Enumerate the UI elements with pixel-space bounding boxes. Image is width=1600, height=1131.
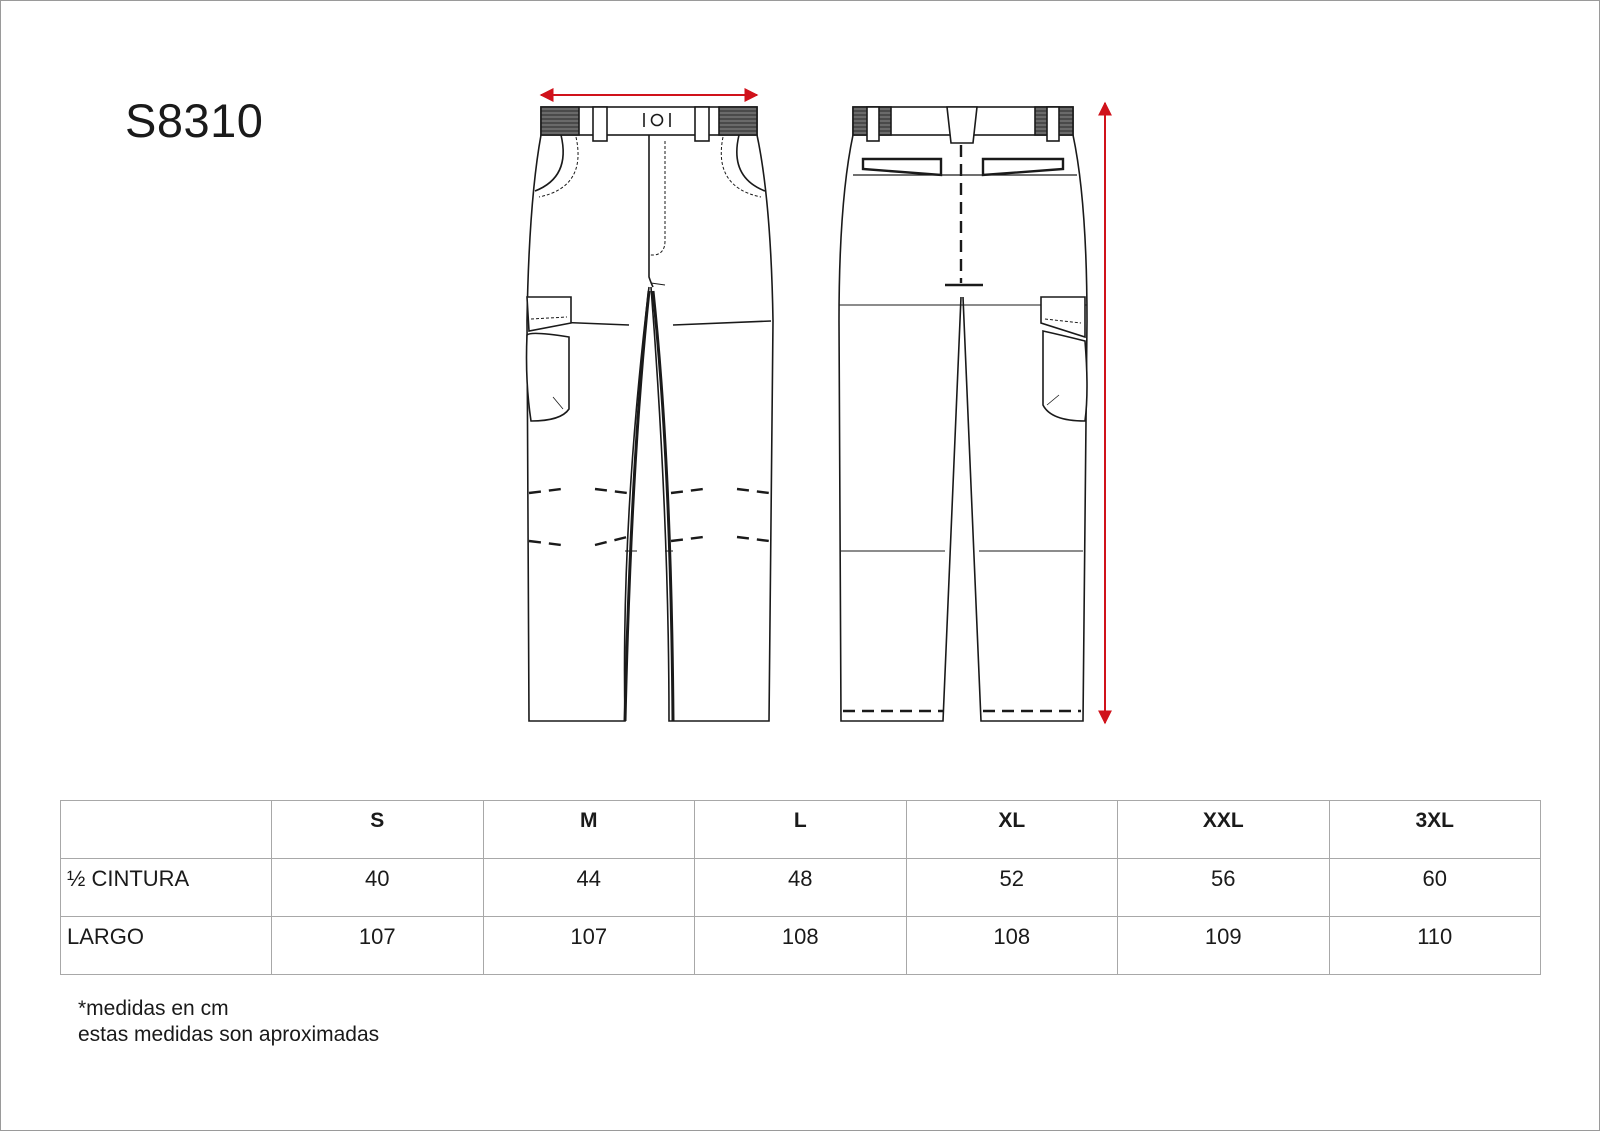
table-cell: 56 <box>1118 859 1330 917</box>
row-label-length: LARGO <box>61 917 272 975</box>
pants-front-view <box>527 95 774 721</box>
table-cell: 40 <box>272 859 484 917</box>
size-header-3xl: 3XL <box>1329 801 1541 859</box>
waist-button-icon <box>652 115 663 126</box>
front-elastic-left <box>541 107 579 135</box>
table-row-half-waist <box>61 859 1541 917</box>
back-cargo-pocket <box>1043 331 1087 421</box>
table-cell: 52 <box>906 859 1118 917</box>
table-cell: 108 <box>906 917 1118 975</box>
front-right-leg-outline <box>651 135 773 721</box>
back-left-leg-outline <box>839 135 961 721</box>
front-cargo-pocket <box>527 333 570 421</box>
table-cell: 109 <box>1118 917 1330 975</box>
table-cell: 48 <box>695 859 907 917</box>
note-approximate: estas medidas son aproximadas <box>78 1023 380 1046</box>
size-header-xxl: XXL <box>1118 801 1330 859</box>
table-corner-cell <box>61 801 272 859</box>
size-table <box>60 800 1541 975</box>
model-code: S8310 <box>125 94 264 147</box>
note-units: *medidas en cm <box>78 997 229 1020</box>
size-header-l: L <box>695 801 907 859</box>
table-cell: 60 <box>1329 859 1541 917</box>
table-cell: 107 <box>483 917 695 975</box>
table-cell: 44 <box>483 859 695 917</box>
table-cell: 107 <box>272 917 484 975</box>
front-left-leg-outline <box>527 135 649 721</box>
size-header-row <box>61 801 1541 859</box>
size-header-xl: XL <box>906 801 1118 859</box>
table-cell: 108 <box>695 917 907 975</box>
garment-technical-drawing <box>1 1 1600 761</box>
table-row-length <box>61 917 1541 975</box>
table-cell: 110 <box>1329 917 1541 975</box>
size-header-s: S <box>272 801 484 859</box>
row-label-half-waist: ½ CINTURA <box>61 859 272 917</box>
front-elastic-right <box>719 107 757 135</box>
pants-back-view <box>839 103 1105 723</box>
measurement-notes <box>78 996 379 1048</box>
size-header-m: M <box>483 801 695 859</box>
back-right-leg-outline <box>963 135 1087 721</box>
